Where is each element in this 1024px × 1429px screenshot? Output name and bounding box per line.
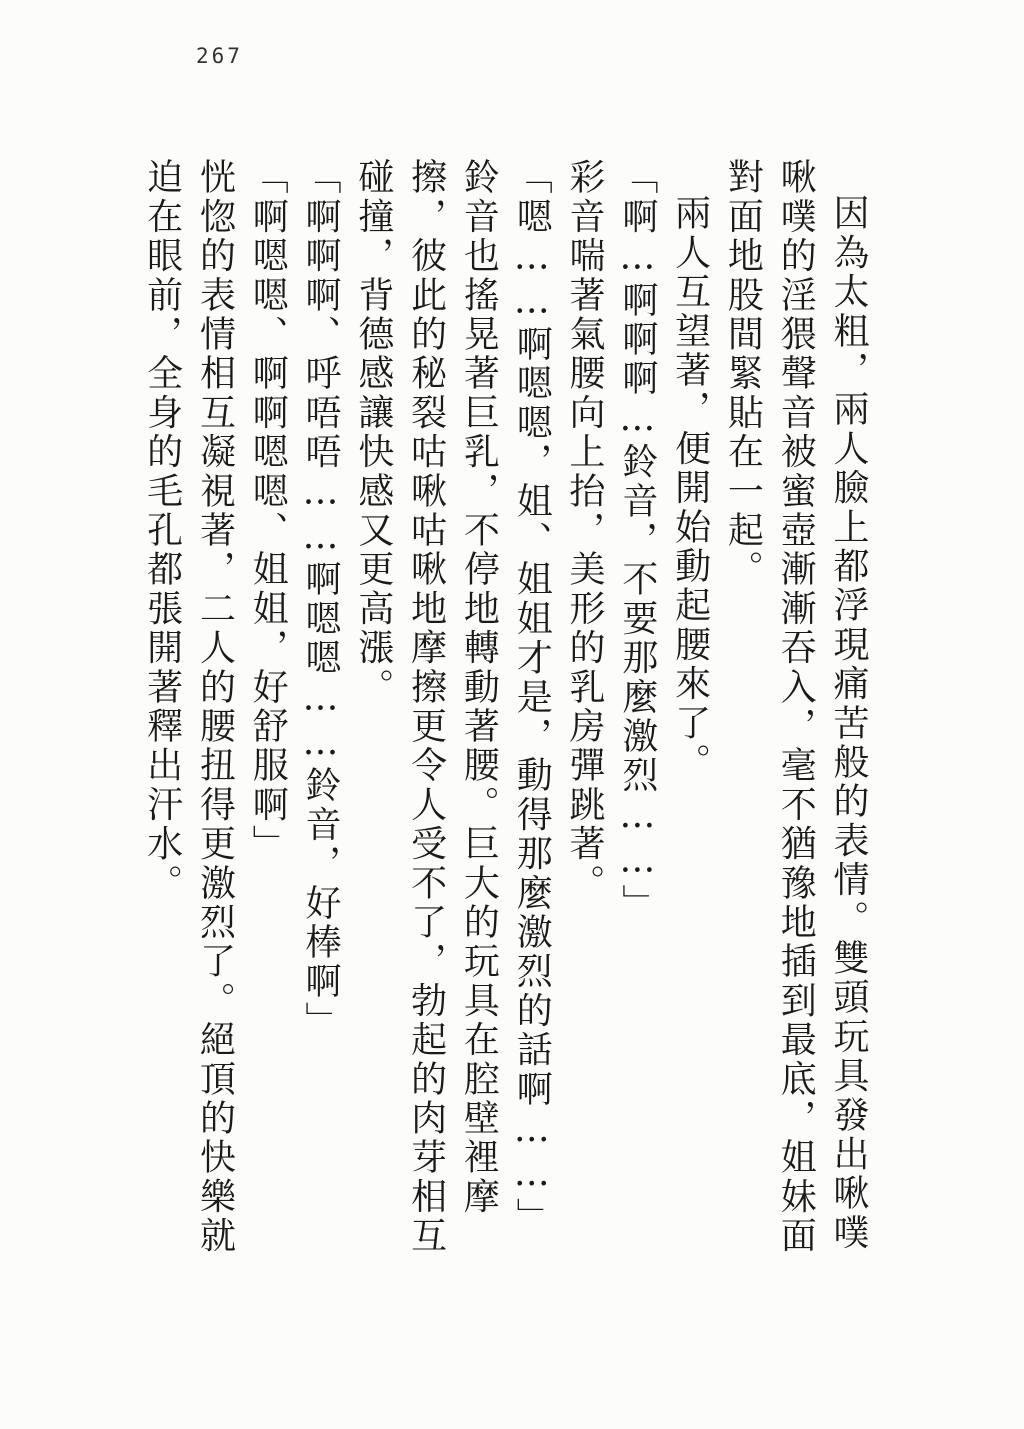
dialogue-line-4: 「啊嗯嗯、啊啊嗯嗯、姐姐，好舒服啊」 bbox=[247, 158, 289, 864]
paragraph-1: 因為太粗，兩人臉上都浮現痛苦般的表情。雙頭玩具發出啾噗啾噗的淫猥聲音被蜜壺漸漸吞入，毫不猶豫地插到最底，姐妹面對面地股間緊貼在一起。 bbox=[722, 158, 869, 1256]
dialogue-line-3: 「啊啊啊、呼唔唔……啊嗯嗯……鈴音，好棒啊」 bbox=[300, 158, 342, 1041]
page-number: 267 bbox=[196, 44, 243, 68]
paragraph-3: 彩音喘著氣腰向上抬，美形的乳房彈跳著。 bbox=[564, 158, 606, 903]
dialogue-line-1: 「啊…啊啊啊…鈴音，不要那麼激烈……」 bbox=[616, 158, 658, 923]
paragraph-2: 兩人互望著，便開始動起腰來了。 bbox=[669, 194, 711, 782]
paragraph-5: 恍惚的表情相互凝視著，二人的腰扭得更激烈了。絕頂的快樂就迫在眼前，全身的毛孔都張開著釋出汗水。 bbox=[141, 158, 236, 1256]
body-text bbox=[135, 158, 874, 1278]
paragraph-4: 鈴音也搖晃著巨乳，不停地轉動著腰。巨大的玩具在腔壁裡摩擦，彼此的秘裂咕啾咕啾地摩擦更令人受不了，勃起的肉芽相互碰撞，背德感讓快感又更高漲。 bbox=[352, 158, 500, 1256]
dialogue-line-2: 「嗯……啊嗯嗯，姐、姐姐才是，動得那麼激烈的話啊……」 bbox=[511, 158, 553, 1237]
